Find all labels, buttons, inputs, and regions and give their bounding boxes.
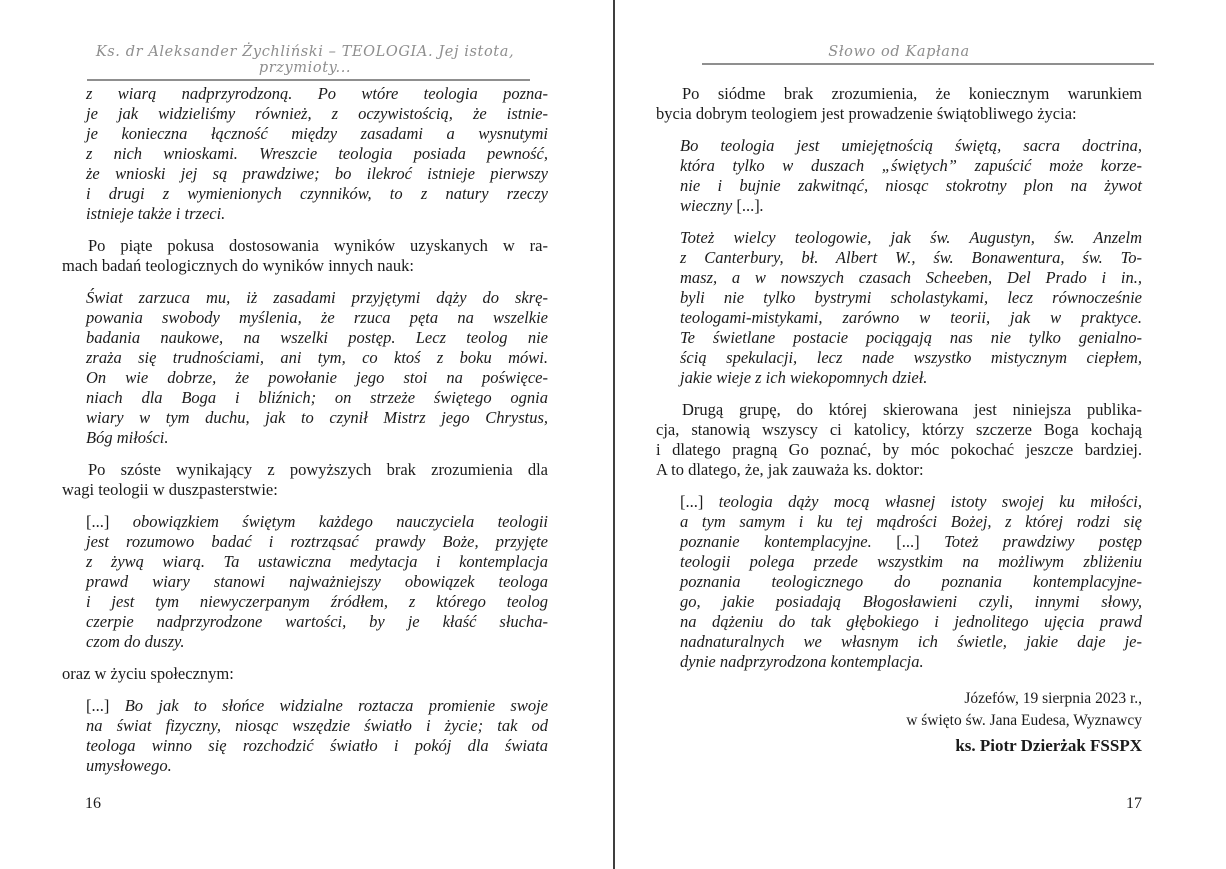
running-header-left — [62, 44, 548, 81]
header-rule-left — [87, 79, 530, 81]
text-line: Toteż wielcy teologowie, jak św. Augustyn, św. Anzelm — [680, 228, 1142, 247]
text-line: że wnioski jej są prawdziwe; bo ilekroć istnieje pierwszy — [86, 164, 548, 183]
paragraph — [656, 400, 1142, 480]
text-line: ścią spekulacji, lecz nade wszystko mistycznym ciepłem, — [680, 348, 1142, 367]
quote-block — [86, 84, 548, 224]
quote-block — [680, 136, 1142, 216]
text-line: poznanie kontemplacyjne. [...] Toteż prawdziwy postęp — [680, 532, 1142, 551]
text-line: umysłowego. — [86, 756, 172, 775]
text-line: z nich wnioskami. Wreszcie teologia posiada pewność, — [86, 144, 548, 163]
text-line: nadnaturalnych we własnym ich świetle, jakie daje je- — [680, 632, 1142, 651]
text-line: teologami-mistykami, zarówno w teorii, jak w praktyce. — [680, 308, 1142, 327]
text-line: bycia dobrym teologiem jest prowadzenie świątobliwego życia: — [656, 104, 1077, 123]
signature-date: Józefów, 19 sierpnia 2023 r., — [964, 690, 1142, 707]
page-number-right: 17 — [1126, 795, 1142, 812]
paragraph — [62, 236, 548, 276]
paragraph — [62, 664, 548, 684]
text-line: mach badań teologicznych do wyników innych nauk: — [62, 256, 414, 275]
text-line: Bo teologia jest umiejętnością świętą, sacra doctrina, — [680, 136, 1142, 155]
text-line: niach dla Boga i bliźnich; on strzeże świętego ognia — [86, 388, 548, 407]
signature-author: ks. Piotr Dzierżak FSSPX — [955, 736, 1142, 755]
running-header-right — [656, 44, 1142, 65]
text-line: jest rozumowo badać i roztrząsać prawdy Boże, przyjęte — [86, 532, 548, 551]
page-left — [62, 0, 548, 869]
text-line: wieczny [...]. — [680, 196, 764, 215]
text-line: [...] Bo jak to słońce widzialne roztacza promienie swoje — [86, 696, 548, 715]
text-line: A to dlatego, że, jak zauważa ks. doktor: — [656, 460, 924, 479]
text-line: byli nie tylko bystrymi scholastykami, lecz równocześnie — [680, 288, 1142, 307]
text-line: jakie wieje z ich wiekopomnych dzieł. — [680, 368, 928, 387]
text-line: [...] teologia dąży mocą własnej istoty swojej ku miłości, — [680, 492, 1142, 511]
text-line: masz, a w nowszych czasach Scheeben, Del Prado i in., — [680, 268, 1142, 287]
text-line: [...] obowiązkiem świętym każdego nauczyciela teologii — [86, 512, 548, 531]
text-line: Po siódme brak zrozumienia, że koniecznym warunkiem — [682, 84, 1142, 103]
text-line: na dążeniu do tak głębokiego i jednolitego ujęcia prawd — [680, 612, 1142, 631]
text-line: On wie dobrze, że powołanie jego stoi na poświęce- — [86, 368, 548, 387]
page-left-content — [62, 84, 548, 788]
page-number-left: 16 — [85, 795, 101, 812]
text-line: badania naukowe, na wszelki postęp. Lecz teolog nie — [86, 328, 548, 347]
text-line: Po szóste wynikający z powyższych brak zrozumienia dla — [88, 460, 548, 479]
text-line: z Canterbury, bł. Albert W., św. Bonawentura, św. To- — [680, 248, 1142, 267]
text-line: i drugi z wymienionych czynników, to z natury rzeczy — [86, 184, 548, 203]
header-rule-right — [702, 63, 1154, 65]
text-line: cja, stanowią wszyscy ci katolicy, którzy szczerze Boga kochają — [656, 420, 1142, 439]
text-line: czerpie nadprzyrodzone wartości, by je kłaść słucha- — [86, 612, 548, 631]
text-line: powania swobody myślenia, że rzuca pęta na wszelkie — [86, 308, 548, 327]
text-line: teologa winno się rozchodzić światło i pokój dla świata — [86, 736, 548, 755]
text-line: i dlatego pragną Go poznać, by móc pokochać jeszcze bardziej. — [656, 440, 1142, 459]
running-header-right-text: Słowo od Kapłana — [828, 44, 970, 60]
text-line: z wiarą nadprzyrodzoną. Po wtóre teologia pozna- — [86, 84, 548, 103]
text-line: prawd wiary stanowi najważniejszy obowiązek teologa — [86, 572, 548, 591]
text-line: na świat fizyczny, niosąc wszędzie światło i życie; tak od — [86, 716, 548, 735]
quote-block — [680, 492, 1142, 672]
text-line: nie i bujnie zakwitnąć, niosąc stokrotny plon na żywot — [680, 176, 1142, 195]
text-line: wiary w tym duchu, jak to czynił Mistrz jego Chrystus, — [86, 408, 548, 427]
text-line: dynie nadprzyrodzona kontemplacja. — [680, 652, 924, 671]
quote-block — [86, 288, 548, 448]
quote-block — [86, 512, 548, 652]
text-line: a tym samym i ku tej mądrości Bożej, z której rodzi się — [680, 512, 1142, 531]
page-gutter-divider — [613, 0, 615, 869]
running-header-left-text: Ks. dr Aleksander Żychliński – TEOLOGIA. Jej istota, przymioty... — [95, 44, 515, 76]
text-line: je jak widzieliśmy również, z oczywistością, że istnie- — [86, 104, 548, 123]
text-line: Świat zarzuca mu, iż zasadami przyjętymi dąży do skrę- — [86, 288, 548, 307]
text-line: Po piąte pokusa dostosowania wyników uzyskanych w ra- — [88, 236, 548, 255]
text-line: z żywą wiarą. Ta ustawiczna medytacja i kontemplacja — [86, 552, 548, 571]
paragraph — [62, 460, 548, 500]
paragraph — [656, 84, 1142, 124]
text-line: oraz w życiu społecznym: — [62, 664, 234, 683]
signature-feast: w święto św. Jana Eudesa, Wyznawcy — [906, 712, 1142, 729]
text-line: zraża się trudnościami, ani tym, co ktoś z boku mówi. — [86, 348, 548, 367]
text-line: go, jakie posiadają Błogosławieni czyli, innymi słowy, — [680, 592, 1142, 611]
text-line: czom do duszy. — [86, 632, 185, 651]
quote-block — [680, 228, 1142, 388]
text-line: istnieje także i trzeci. — [86, 204, 226, 223]
page-right-content — [656, 84, 1142, 758]
text-line: która tylko w duszach „świętych” zapuścić może korze- — [680, 156, 1142, 175]
text-line: Drugą grupę, do której skierowana jest niniejsza publika- — [682, 400, 1142, 419]
text-line: i jest tym niewyczerpanym źródłem, z którego teolog — [86, 592, 548, 611]
signature-block — [656, 688, 1142, 758]
text-line: Te świetlane postacie pociągają nas nie tylko genialno- — [680, 328, 1142, 347]
text-line: Bóg miłości. — [86, 428, 169, 447]
text-line: je konieczna łączność między zasadami a wysnutymi — [86, 124, 548, 143]
text-line: teologii polega przede wszystkim na możliwym zbliżeniu — [680, 552, 1142, 571]
text-line: wagi teologii w duszpasterstwie: — [62, 480, 278, 499]
text-line: poznania teologicznego do poznania kontemplacyjne- — [680, 572, 1142, 591]
quote-block — [86, 696, 548, 776]
page-right — [656, 0, 1142, 869]
